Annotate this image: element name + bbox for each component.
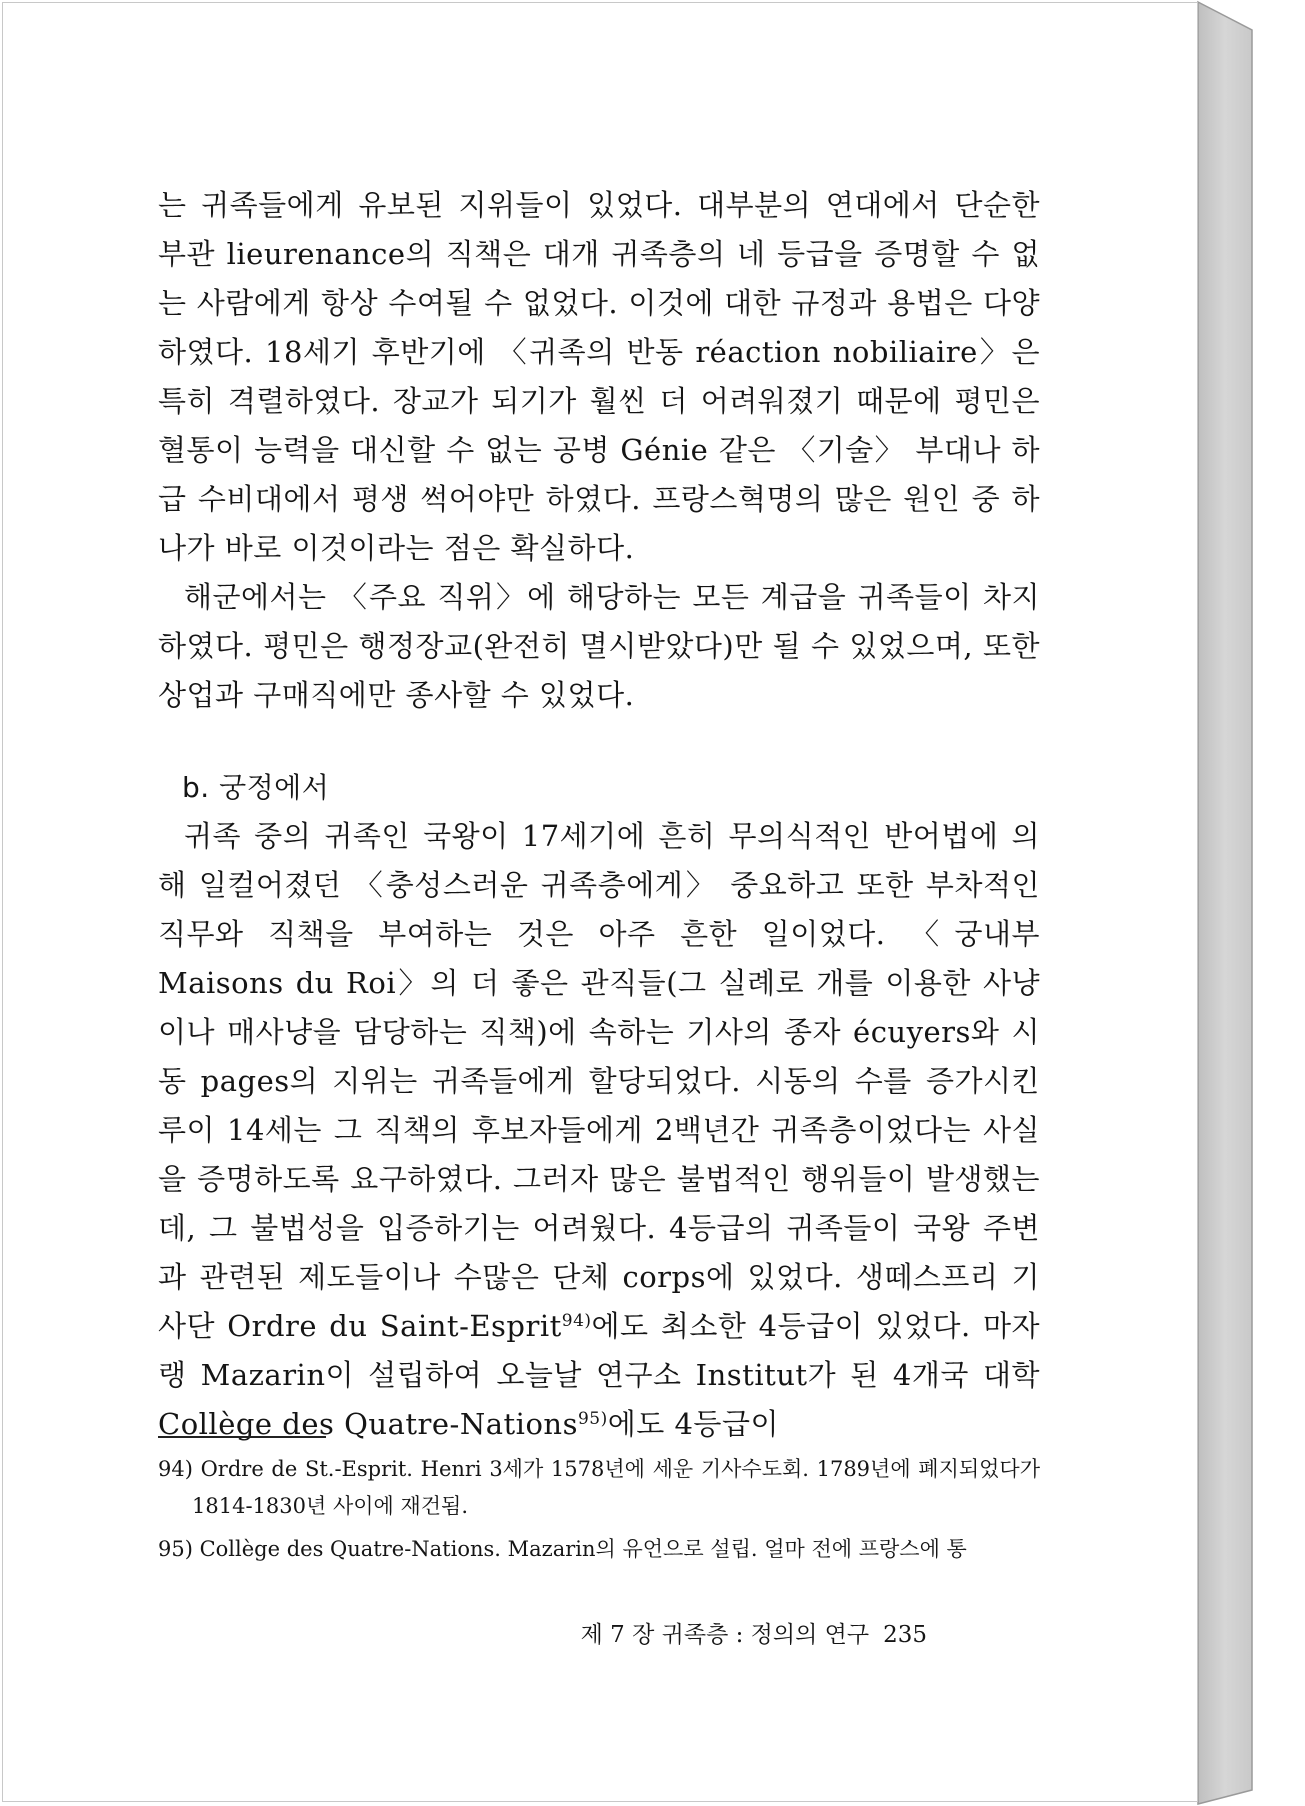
footnote-95: 95) Collège des Quatre-Nations. Mazarin의 유언으로 설립. 얼마 전에 프랑스에 통 xyxy=(158,1537,967,1561)
paragraph-court-part-c: 에도 4등급이 xyxy=(607,1407,779,1441)
paragraph-court xyxy=(158,812,1040,1449)
footnote-94: 94) Ordre de St.-Esprit. Henri 3세가 1578년에 세운 기사수도회. 1789년에 폐지되었다가 1814-1830년 사이에 재건됨. xyxy=(158,1457,1040,1518)
paragraph-court-part-a: 귀족 중의 귀족인 국왕이 17세기에 흔히 무의식적인 반어법에 의해 일컬어졌던 〈충성스러운 귀족층에게〉 중요하고 또한 부차적인 직무와 직책을 부여하는 것은 아주 흔한 일이었다. 〈궁내부 Maisons du Roi〉의 더 좋은 관직들(그 실례로 개를 이용한 사냥이나 매사냥을 담당하는 직책)에 속하는 기사의 종자 écuyers와 시동 pages의 지위는 귀족들에게 할당되었다. 시동의 수를 증가시킨 루이 14세는 그 직책의 후보자들에게 2백년간 귀족층이었다는 사실을 증명하도록 요구하였다. 그러자 많은 불법적인 행위들이 발생했는데, 그 불법성을 입증하기는 어려웠다. 4등급의 귀족들이 국왕 주변과 관련된 제도들이나 수많은 단체 corps에 있었다. 생떼스프리 기사단 Ordre du Saint-Esprit xyxy=(158,819,1040,1343)
footnote-divider xyxy=(158,1436,326,1438)
paragraph-navy: 해군에서는 〈주요 직위〉에 해당하는 모든 계급을 귀족들이 차지하였다. 평민은 행정장교(완전히 멸시받았다)만 될 수 있었으며, 또한 상업과 구매직에만 종사할 수 있었다. xyxy=(158,580,1040,712)
running-footer xyxy=(581,1616,927,1649)
book-page xyxy=(2,2,1198,1802)
main-text xyxy=(158,181,1040,1449)
footnote-ref-95: 95) xyxy=(577,1409,608,1429)
paragraph-military: 는 귀족들에게 유보된 지위들이 있었다. 대부분의 연대에서 단순한 부관 lieurenance의 직책은 대개 귀족층의 네 등급을 증명할 수 없는 사람에게 항상 수여될 수 없었다. 이것에 대한 규정과 용법은 다양하였다. 18세기 후반기에 〈귀족의 반동 réaction nobiliaire〉은 특히 격렬하였다. 장교가 되기가 훨씬 더 어려워졌기 때문에 평민은 혈통이 능력을 대신할 수 없는 공병 Génie 같은 〈기술〉 부대나 하급 수비대에서 평생 썩어야만 하였다. 프랑스혁명의 많은 원인 중 하나가 바로 이것이라는 점은 확실하다. xyxy=(158,188,1040,565)
page-number: 235 xyxy=(883,1622,927,1648)
chapter-title: 제 7 장 귀족층 : 정의의 연구 xyxy=(580,1622,870,1648)
section-heading: b. 궁정에서 xyxy=(182,771,330,804)
paragraph-court-part-b: 에도 최소한 4등급이 있었다. 마자랭 Mazarin이 설립하여 오늘날 연구소 Institut가 된 4개국 대학 Collège des Quatre-Nations xyxy=(158,1309,1040,1441)
footnote-ref-94: 94) xyxy=(561,1311,592,1331)
footnotes xyxy=(158,1451,1040,1574)
